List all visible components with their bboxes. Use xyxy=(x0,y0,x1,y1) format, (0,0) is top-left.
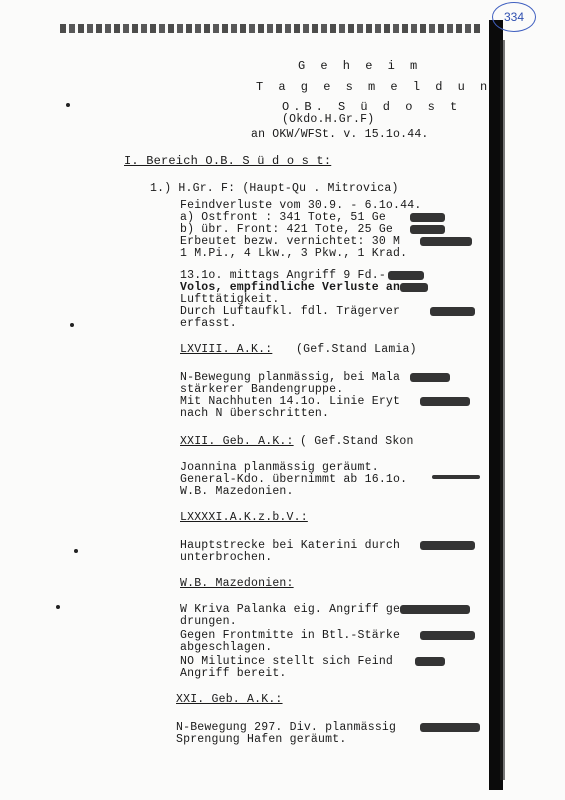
smudge xyxy=(430,307,475,316)
section-title: I. Bereich O.B. S ü d o s t: xyxy=(124,154,332,168)
xxii-stand: ( Gef.Stand Skon xyxy=(300,435,414,448)
losses-line-4: Erbeutet bezw. vernichtet: 30 M xyxy=(180,235,401,248)
lxviii-stand: (Gef.Stand Lamia) xyxy=(296,343,417,356)
wb-line-3: Gegen Frontmitte in Btl.-Stärke xyxy=(180,629,401,642)
lxviii-line-4: nach N überschritten. xyxy=(180,407,330,420)
xxii-line-1: Joannina planmässig geräumt. xyxy=(180,461,379,474)
lxviii-line-2: stärkerer Bandengruppe. xyxy=(180,383,344,396)
smudge xyxy=(410,373,450,382)
wb-line-1: W Kriva Palanka eig. Angriff ge xyxy=(180,603,401,616)
xxi-title: XXI. Geb. A.K.: xyxy=(176,693,283,706)
xxi-line-1: N-Bewegung 297. Div. planmässig xyxy=(176,721,397,734)
lxviii-line-1: N-Bewegung planmässig, bei Mala xyxy=(180,371,401,384)
header-subcommand: (Okdo.H.Gr.F) xyxy=(282,113,375,126)
lxxxxi-title: LXXXXI.A.K.z.b.V.: xyxy=(180,511,308,524)
smudge xyxy=(400,605,470,614)
lxviii-line-3: Mit Nachhuten 14.1o. Linie Eryt xyxy=(180,395,401,408)
attack-line-3: Lufttätigkeit. xyxy=(180,293,280,306)
punch-mark xyxy=(74,549,78,553)
wb-line-4: abgeschlagen. xyxy=(180,641,273,654)
xxii-line-2: General-Kdo. übernimmt ab 16.1o. xyxy=(180,473,408,486)
smudge xyxy=(410,213,445,222)
punch-mark xyxy=(56,605,60,609)
xxi-line-2: Sprengung Hafen geräumt. xyxy=(176,733,347,746)
header-title: T a g e s m e l d u n xyxy=(256,80,492,94)
smudge xyxy=(420,541,475,550)
punch-mark xyxy=(66,103,70,107)
wb-line-6: Angriff bereit. xyxy=(180,667,287,680)
losses-line-5: 1 M.Pi., 4 Lkw., 3 Pkw., 1 Krad. xyxy=(180,247,408,260)
scan-edge-shadow-inner xyxy=(500,40,505,780)
scan-noise-top xyxy=(60,24,480,33)
item-hgr-f: 1.) H.Gr. F: (Haupt-Qu . Mitrovica) xyxy=(150,182,399,195)
xxii-title: XXII. Geb. A.K.: xyxy=(180,435,294,448)
smudge xyxy=(415,657,445,666)
attack-line-1: 13.1o. mittags Angriff 9 Fd.- xyxy=(180,269,386,282)
smudge xyxy=(420,397,470,406)
lxxxxi-line-1: Hauptstrecke bei Katerini durch xyxy=(180,539,401,552)
xxii-line-3: W.B. Mazedonien. xyxy=(180,485,294,498)
wb-title: W.B. Mazedonien: xyxy=(180,577,294,590)
archive-stamp: 334 xyxy=(492,2,536,32)
smudge xyxy=(420,723,480,732)
losses-line-1: Feindverluste vom 30.9. - 6.1o.44. xyxy=(180,199,422,212)
smudge xyxy=(420,237,472,246)
wb-line-5: NO Milutince stellt sich Feind xyxy=(180,655,394,668)
punch-mark xyxy=(70,323,74,327)
smudge xyxy=(420,631,475,640)
attack-line-2: Volos, empfindliche Verluste an xyxy=(180,281,401,294)
header-command: O.B. S ü d o s t xyxy=(282,100,462,114)
wb-line-2: drungen. xyxy=(180,615,237,628)
smudge xyxy=(410,225,445,234)
header-recipient: an OKW/WFSt. v. 15.1o.44. xyxy=(251,128,429,141)
lxviii-title: LXVIII. A.K.: xyxy=(180,343,273,356)
lxxxxi-line-2: unterbrochen. xyxy=(180,551,273,564)
smudge xyxy=(432,475,480,479)
smudge xyxy=(400,283,428,292)
attack-line-4: Durch Luftaufkl. fdl. Trägerver xyxy=(180,305,401,318)
smudge xyxy=(388,271,424,280)
attack-line-5: erfasst. xyxy=(180,317,237,330)
header-classification: G e h e i m xyxy=(298,59,422,73)
losses-line-3: b) übr. Front: 421 Tote, 25 Ge xyxy=(180,223,394,236)
losses-line-2: a) Ostfront : 341 Tote, 51 Ge xyxy=(180,211,386,224)
